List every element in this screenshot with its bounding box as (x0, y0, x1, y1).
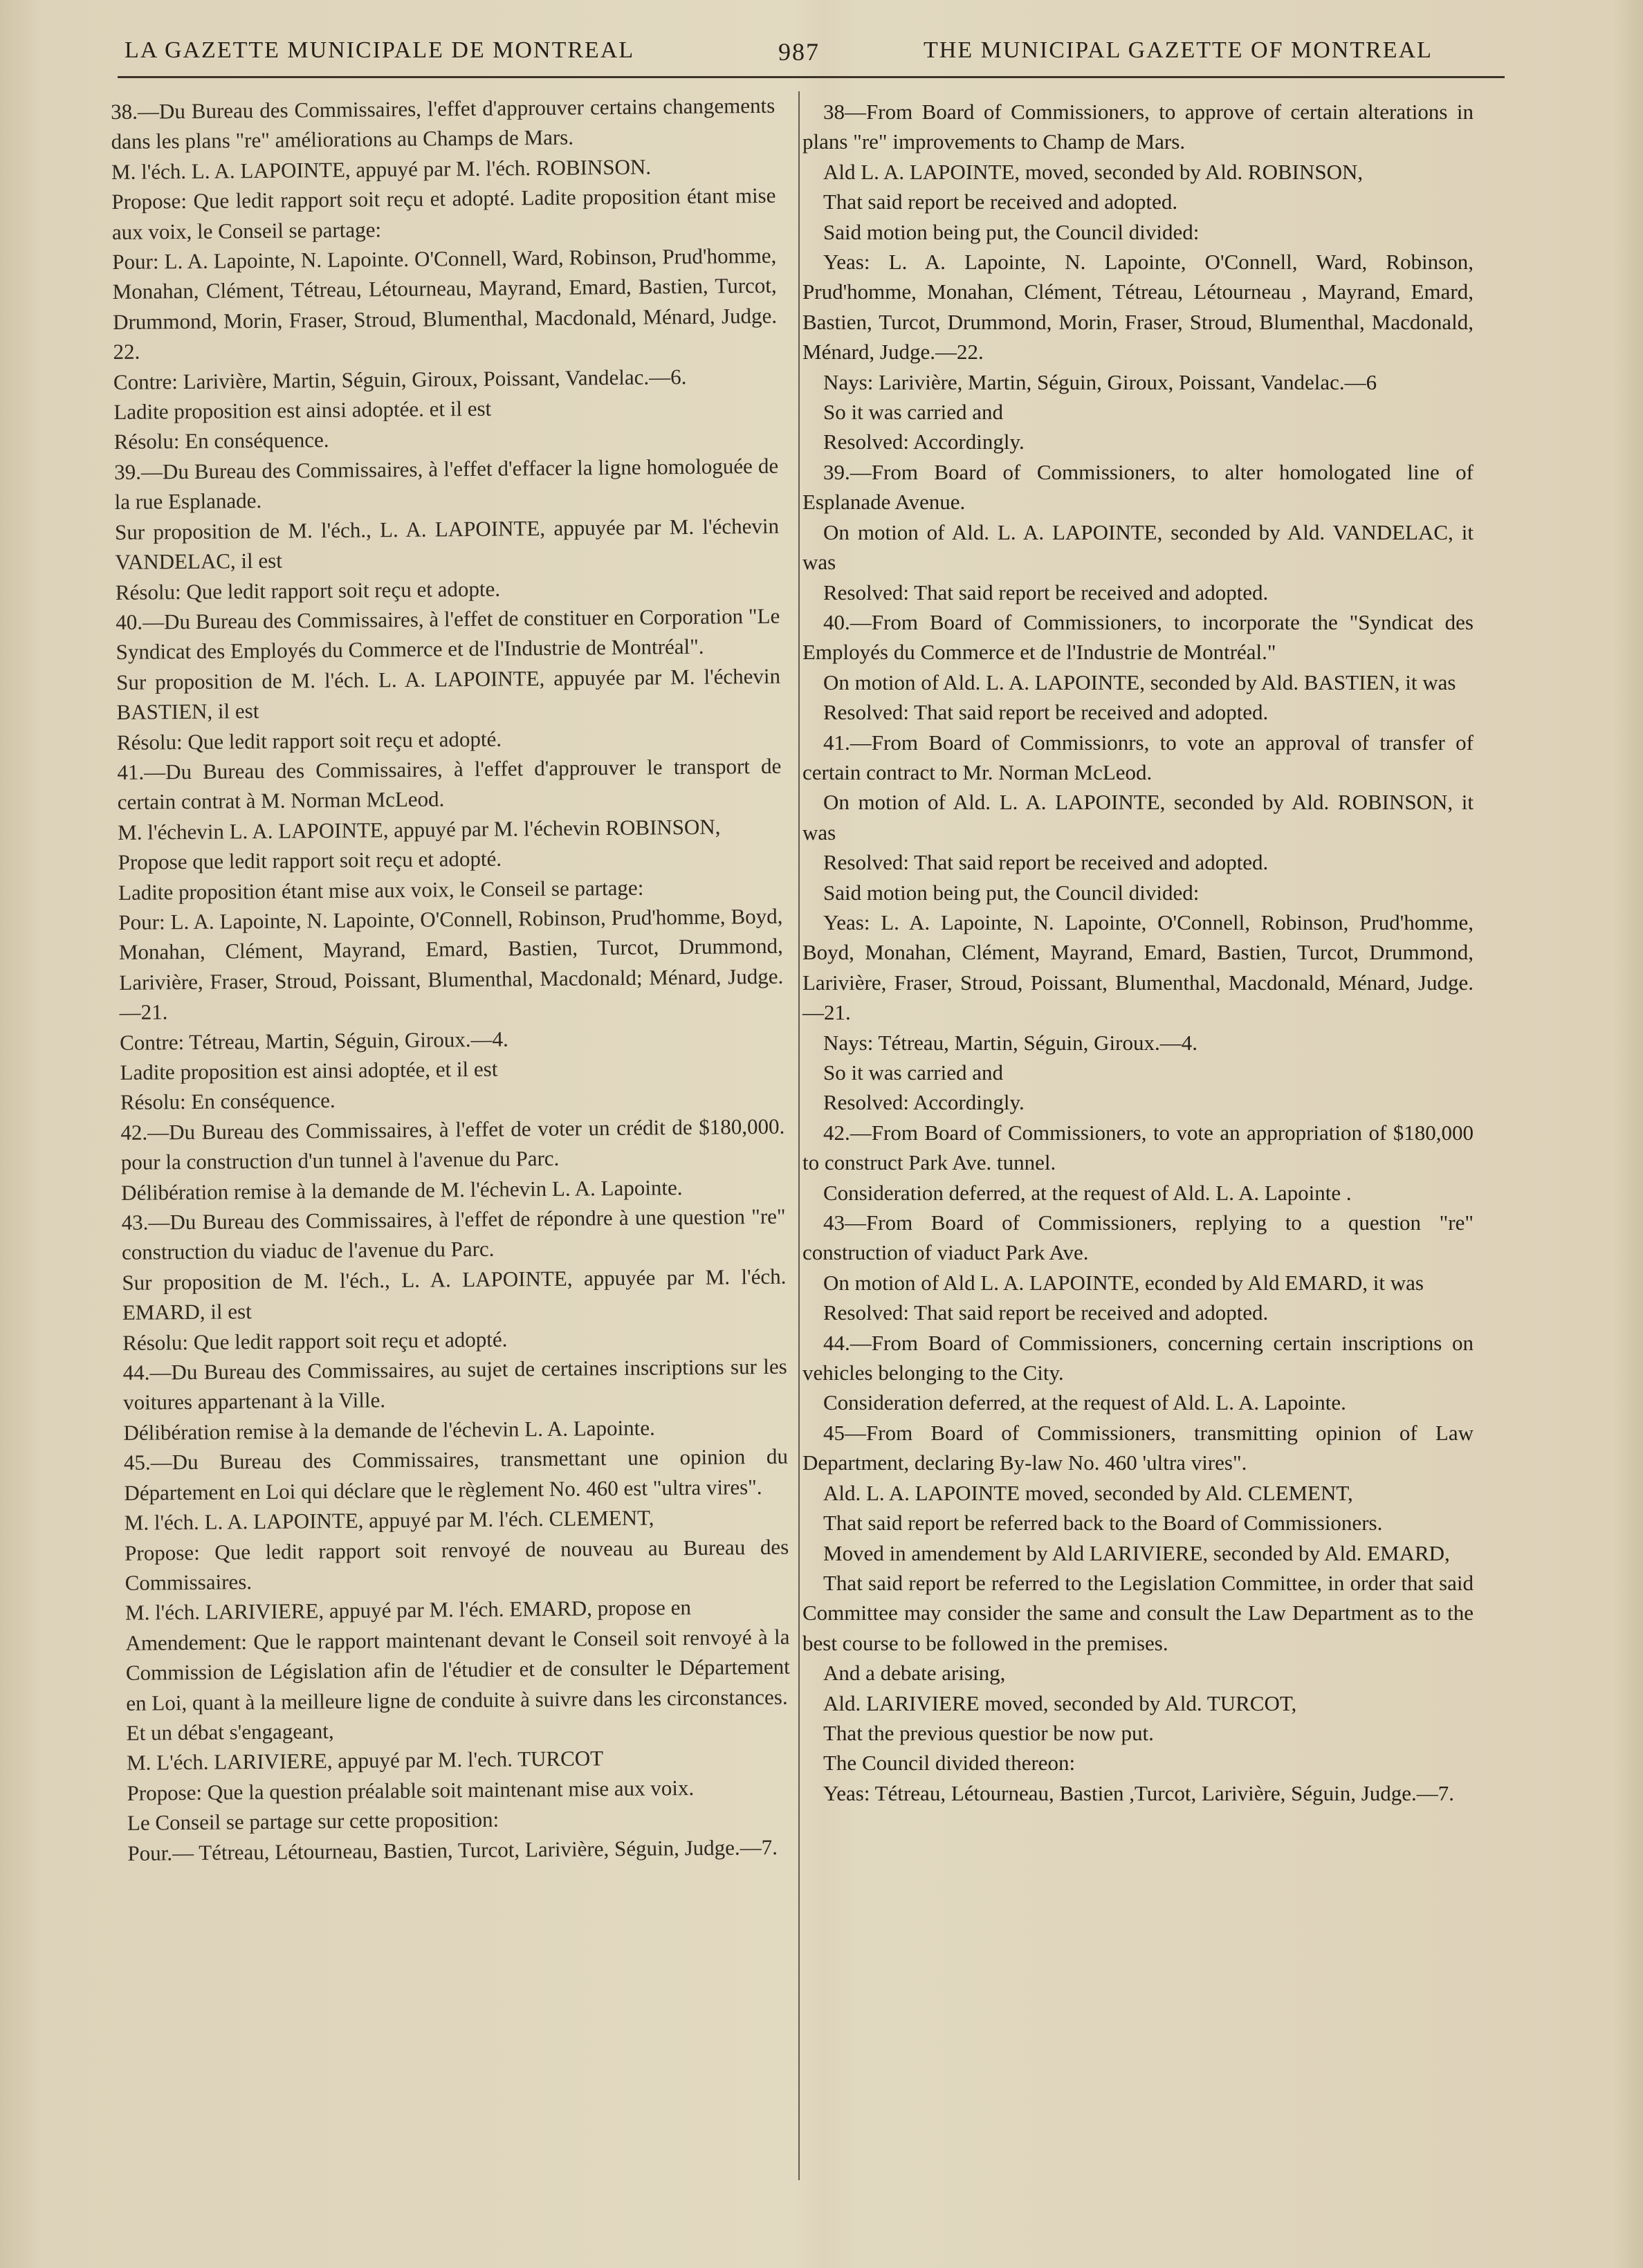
paragraph: Contre: Tétreau, Martin, Séguin, Giroux.—4. (119, 1026, 508, 1055)
paragraph: Resolved: That said report be received and adopted. (823, 700, 1269, 725)
paragraph: Ladite proposition étant mise aux voix, le Conseil se partage: (118, 875, 644, 905)
paragraph: That said report be referred to the Legislation Committee, in order that said Committee may consider the same and consult the Law Department as to the best course to be followed in the premises. (802, 1570, 1474, 1655)
paragraph: Délibération remise à la demande de l'échevin L. A. Lapointe. (123, 1415, 655, 1445)
paragraph: Propose: Que ledit rapport soit reçu et adopté. Ladite proposition étant mise aux voix, le Conseil se partage: (111, 183, 776, 244)
paragraph: 45.—Du Bureau des Commissaires, transmettant une opinion du Département en Loi qui déclare que le règlement No. 460 est "ultra vires". (123, 1444, 789, 1505)
paragraph: That said report be referred back to the Board of Commissioners. (823, 1511, 1383, 1536)
paragraph: 40.—From Board of Commissioners, to incorporate the "Syndicat des Employés du Commerce et de l'Industrie de Montréal." (802, 609, 1474, 665)
paragraph: M. l'éch. L. A. LAPOINTE, appuyé par M. l'éch. ROBINSON. (111, 154, 652, 184)
paragraph: Résolu: Que ledit rapport soit reçu et adopté. (116, 726, 502, 755)
paragraph: M. l'éch. L. A. LAPOINTE, appuyé par M. l'éch. CLEMENT, (124, 1505, 654, 1535)
paragraph: That said report be received and adopted. (823, 190, 1178, 214)
paragraph: Consideration deferred, at the request of Ald. L. A. Lapointe . (823, 1180, 1352, 1205)
header-french-title: LA GAZETTE MUNICIPALE DE MONTREAL (125, 37, 635, 63)
paragraph: Résolu: En conséquence. (120, 1088, 336, 1115)
header-rule (118, 76, 1505, 78)
paragraph: Délibération remise à la demande de M. l'échevin L. A. Lapointe. (121, 1174, 683, 1205)
paragraph: Resolved: Accordingly. (823, 1090, 1025, 1115)
paragraph: Propose que ledit rapport soit reçu et adopté. (118, 846, 502, 875)
paragraph: Resolved: That said report be received and adopted. (823, 580, 1269, 605)
paragraph: 43.—Du Bureau des Commissaires, à l'effet de répondre à une question "re" construction du viaduc de l'avenue du Parc. (121, 1204, 786, 1265)
paragraph: That the previous questior be now put. (823, 1720, 1154, 1745)
paragraph: M. L'éch. LARIVIERE, appuyé par M. l'ech. TURCOT (126, 1746, 604, 1776)
paragraph: On motion of Ald. L. A. LAPOINTE, seconded by Ald. VANDELAC, it was (802, 519, 1474, 575)
paragraph: Resolved: Accordingly. (823, 430, 1025, 454)
paragraph: So it was carried and (823, 1060, 1003, 1085)
paragraph: Ladite proposition est ainsi adoptée, et il est (120, 1056, 498, 1085)
french-column (111, 91, 792, 1868)
paragraph: Propose: Que la question préalable soit maintenant mise aux voix. (127, 1775, 695, 1805)
paragraph: On motion of Ald. L. A. LAPOINTE, seconded by Ald. BASTIEN, it was (823, 670, 1456, 694)
paragraph: Pour: L. A. Lapointe, N. Lapointe. O'Connell, Ward, Robinson, Prud'homme, Monahan, Clément, Tétreau, Létourneau, Mayrand, Emard, Bastien, Turcot, Drummond, Morin, Fraser, Stroud, Blumenthal, Macdonald, Ménard, Judge. 22. (112, 243, 778, 365)
paragraph: Moved in amendement by Ald LARIVIERE, seconded by Ald. EMARD, (823, 1540, 1450, 1565)
paragraph: Ald. L. A. LAPOINTE moved, seconded by Ald. CLEMENT, (823, 1480, 1353, 1505)
paragraph: 40.—Du Bureau des Commissaires, à l'effet de constituer en Corporation "Le Syndicat des Employés du Commerce et de l'Industrie de Montréal". (116, 603, 780, 665)
paragraph: Résolu: En conséquence. (113, 427, 329, 454)
paragraph: On motion of Ald. L. A. LAPOINTE, seconded by Ald. ROBINSON, it was (802, 790, 1474, 845)
paragraph: Le Conseil se partage sur cette proposition: (127, 1807, 499, 1836)
paragraph: Contre: Larivière, Martin, Séguin, Giroux, Poissant, Vandelac.—6. (113, 364, 687, 394)
paragraph: Ladite proposition est ainsi adoptée. et il est (113, 396, 492, 425)
paragraph: Sur proposition de M. l'éch., L. A. LAPOINTE, appuyée par M. l'éch. EMARD, il est (122, 1264, 787, 1325)
paragraph: Pour: L. A. Lapointe, N. Lapointe, O'Connell, Robinson, Prud'homme, Boyd, Monahan, Clément, Mayrand, Emard, Bastien, Turcot, Drummond, Larivière, Fraser, Stroud, Poissant, Blumenthal, Macdonald; Ménard, Judge.—21. (118, 903, 784, 1025)
paragraph: 45—From Board of Commissioners, transmitting opinion of Law Department, declaring By-law No. 460 'ultra vires". (802, 1420, 1474, 1475)
page-number: 987 (778, 38, 820, 66)
paragraph: 42.—Du Bureau des Commissaires, à l'effet de voter un crédit de $180,000. pour la construction d'un tunnel à l'avenue du Parc. (120, 1114, 785, 1175)
paragraph: Yeas: L. A. Lapointe, N. Lapointe, O'Connell, Robinson, Prud'homme, Boyd, Monahan, Clément, Mayrand, Emard, Bastien, Turcot, Drummond, Larivière, Fraser, Stroud, Poissant, Blumenthal, Macdonald, Ménard, Judge.—21. (802, 910, 1474, 1025)
paragraph: 39.—From Board of Commissioners, to alter homologated line of Esplanade Avenue. (802, 459, 1474, 515)
paragraph: Propose: Que ledit rapport soit renvoyé de nouveau au Bureau des Commissaires. (125, 1534, 789, 1595)
paragraph: Sur proposition de M. l'éch., L. A. LAPOINTE, appuyée par M. l'échevin VANDELAC, il est (114, 513, 780, 575)
paragraph: M. l'éch. LARIVIERE, appuyé par M. l'éch. EMARD, propose en (125, 1595, 692, 1625)
paragraph: 38.—Du Bureau des Commissaires, l'effet d'approuver certains changements dans les plans "re" améliorations au Champs de Mars. (111, 93, 775, 154)
english-column (802, 97, 1474, 1808)
paragraph: Nays: Tétreau, Martin, Séguin, Giroux.—4. (823, 1030, 1197, 1055)
column-divider (798, 91, 800, 2180)
paragraph: Résolu: Que ledit rapport soit reçu et adopté. (122, 1327, 508, 1355)
paragraph: The Council divided thereon: (823, 1751, 1076, 1776)
paragraph: Consideration deferred, at the request of Ald. L. A. Lapointe. (823, 1390, 1346, 1415)
paragraph: Pour.— Tétreau, Létourneau, Bastien, Turcot, Larivière, Séguin, Judge.—7. (127, 1834, 778, 1865)
paragraph: Ald. LARIVIERE moved, seconded by Ald. TURCOT, (823, 1690, 1297, 1715)
paragraph: 41.—From Board of Commissionrs, to vote an approval of transfer of certain contract to Mr. Norman McLeod. (802, 730, 1474, 784)
paragraph: Amendement: Que le rapport maintenant devant le Conseil soit renvoyé à la Commission de Législation afin de l'étudier et de consulter le Département en Loi, quant à la meilleure ligne de conduite à suivre dans les circonstances. (125, 1624, 790, 1715)
paragraph: Résolu: Que ledit rapport soit reçu et adopte. (115, 576, 501, 605)
paragraph: 44.—Du Bureau des Commissaires, au sujet de certaines inscriptions sur les voitures appartenant à la Ville. (122, 1354, 787, 1415)
paragraph: 43—From Board of Commissioners, replying to a question "re" construction of viaduct Park Ave. (802, 1210, 1474, 1265)
paragraph: Said motion being put, the Council divided: (823, 880, 1200, 905)
paragraph: Et un débat s'engageant, (126, 1718, 334, 1745)
paragraph: Yeas: Tétreau, Létourneau, Bastien ,Turcot, Larivière, Séguin, Judge.—7. (823, 1780, 1455, 1805)
paragraph: Resolved: That said report be received and adopted. (823, 1300, 1269, 1325)
paragraph: Ald L. A. LAPOINTE, moved, seconded by Ald. ROBINSON, (823, 159, 1364, 184)
paragraph: 39.—Du Bureau des Commissaires, à l'effet d'effacer la ligne homologuée de la rue Esplanade. (114, 453, 779, 515)
paragraph: On motion of Ald L. A. LAPOINTE, econded by Ald EMARD, it was (823, 1270, 1424, 1295)
paragraph: 44.—From Board of Commissioners, concerning certain inscriptions on vehicles belonging to the City. (802, 1330, 1474, 1385)
paragraph: So it was carried and (823, 400, 1003, 425)
paragraph: 42.—From Board of Commissioners, to vote an appropriation of $180,000 to construct Park Ave. tunnel. (802, 1120, 1474, 1175)
paragraph: Nays: Larivière, Martin, Séguin, Giroux, Poissant, Vandelac.—6 (823, 369, 1377, 394)
paragraph: 38—From Board of Commissioners, to approve of certain alterations in plans "re" improvements to Champ de Mars. (802, 100, 1474, 154)
paragraph: Yeas: L. A. Lapointe, N. Lapointe, O'Connell, Ward, Robinson, Prud'homme, Monahan, Clément, Tétreau, Létourneau , Mayrand, Emard, Bastien, Turcot, Drummond, Morin, Fraser, Stroud, Blumenthal, Macdonald, Ménard, Judge.—22. (802, 250, 1474, 365)
header-english-title: THE MUNICIPAL GAZETTE OF MONTREAL (924, 37, 1433, 63)
paragraph: 41.—Du Bureau des Commissaires, à l'effet d'approuver le transport de certain contrat à M. Norman McLeod. (117, 753, 782, 815)
paragraph: Said motion being put, the Council divided: (823, 219, 1200, 244)
paragraph: And a debate arising, (823, 1661, 1006, 1686)
running-header (104, 35, 1505, 76)
paragraph: M. l'échevin L. A. LAPOINTE, appuyé par M. l'échevin ROBINSON, (118, 814, 721, 845)
paragraph: Sur proposition de M. l'éch. L. A. LAPOINTE, appuyée par M. l'échevin BASTIEN, il est (116, 663, 781, 725)
paragraph: Resolved: That said report be received and adopted. (823, 850, 1269, 875)
